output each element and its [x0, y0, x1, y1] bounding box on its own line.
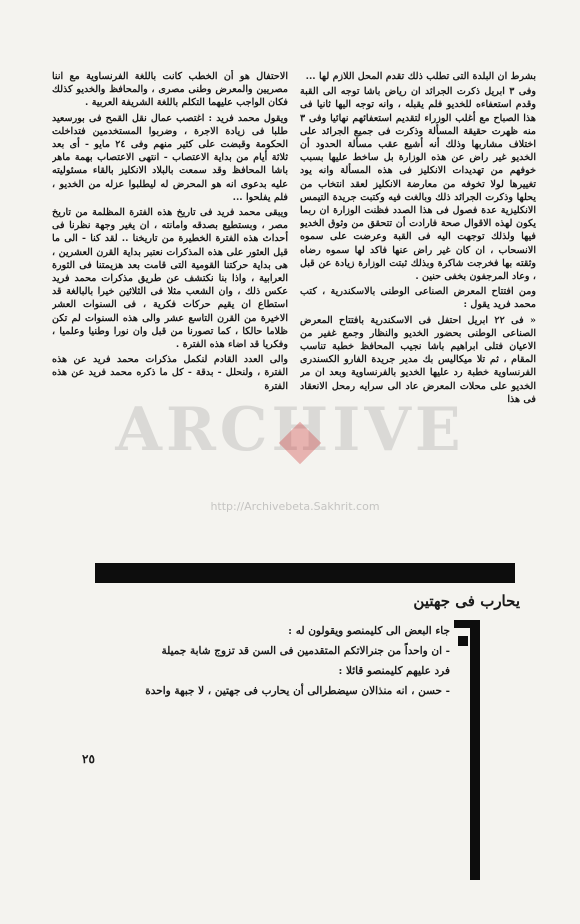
paragraph: « فى ٢٢ ابريل احتفل فى الاسكندرية بافتتاح المعرض الصناعى الوطنى بحضور الخديو والنظار وجمع غفير من الاعيان فتلى ابراهيم باشا نجيب المحافظ خطبة تناسب المقام ، ثم تلا ميكاليس بك مدير جريدة الفارو الكسندرى الفرنساوية خطبة رد عليها الخديو بالفرنساوية وبعد ان مر الخديو على محلات المعرض عاد الى سرايه رمحل الانعقاد فى هذا	[300, 314, 536, 405]
paragraph: والى العدد القادم لنكمل مذكرات محمد فريد عن هذه الفترة ، ولنحلل - بدقة - كل ما ذكره محمد فريد عن هذه الفترة	[52, 354, 288, 392]
anecdote-box	[80, 624, 450, 704]
watermark-url: http://Archivebeta.Sakhrit.com	[210, 500, 380, 513]
story-line: جاء البعض الى كليمنصو ويقولون له :	[288, 625, 450, 637]
section-title: يحارب فى جهتين	[413, 592, 520, 610]
story-line: - ان واحداً من جنرالاتكم المتقدمين فى السن قد تزوج شابة جميلة	[161, 645, 450, 657]
paragraph: الاحتفال هو أن الخطب كانت باللغة الفرنساوية مع اننا مصريين والمعرض وطنى مصرى ، والمحافظ والخديو كذلك فكان الواجب عليهما التكلم باللغة الشريفة العربية .	[52, 71, 288, 109]
paragraph: ومن افتتاح المعرض الصناعى الوطنى بالاسكندرية ، كتب محمد فريد يقول :	[300, 286, 536, 311]
box-frame-side	[470, 620, 480, 880]
article-column-left	[52, 70, 288, 548]
watermark-logo: ARCHIVE	[115, 395, 465, 465]
paragraph: بشرط ان البلدة التى تطلب ذلك تقدم المحل اللازم لها ...	[305, 71, 536, 82]
story-line: فرد عليهم كليمنصو قائلا :	[338, 665, 450, 677]
story-line: - حسن ، انه منذالان سيضطرالى أن يحارب فى جهتين ، لا جبهة واحدة	[145, 685, 450, 697]
section-divider-bar	[95, 563, 515, 583]
paragraph: وفى ٣ ابريل ذكرت الجرائد ان رياض باشا توجه الى القبة وقدم استعفاءه للخديو فلم يقبله ، وانه توجه اليها ثانيا فى هذا الصباح مع أغلب الوزراء لتقديم استعفائهم نهائيا وفى ٣ منه ظهرت حقيقة المسألة وذكرت فى جميع الجرائد على اختلاف مشاربها وذلك أنه أشيع عقب مسألة الحدود أن الخديو غير راض عن هذه الوزارة بل ساخط عليها بسبب خوفهم من تهديدات الانكليز فى هذه المسألة وانه يود تغييرها لولا تخوفه من معارضة الانكليز لعقد انتخاب من يحلها وذكرت الجرائد ذلك وبالغت فيه وكتبت جريدة التيمس الانكليزية عدة فصول فى هذا الصدد فظنت الوزارة ان ربما يكون لهذه الاقوال صحة فارادت أن تتحقق من وثوق الخديو فيها ولذلك توجهت اليه فى القبة وعرضت على سموه الانسحاب ، ان كان غير راض عنها فاكد لها سموه رضاه وثقته بها فخرجت شاكرة وبذلك ثبتت الوزارة زيادة عن قبل ، وعاد المرجفون بخفى حنين .	[300, 86, 536, 283]
article-column-right	[300, 70, 536, 548]
box-frame-notch	[458, 636, 468, 646]
page-number: ٢٥	[82, 752, 95, 766]
paragraph: ويقول محمد فريد : اغتصب عمال نقل القمح فى بورسعيد طلبا فى زيادة الاجرة ، وضربوا المستخدمين فتداخلت الحكومة وقبضت على كثير منهم وفى ٢٤ مايو - أى بعد ثلاثة أيام من بداية الاعتصاب - انتهى الاعتصاب بهمة ماهر باشا المحافظ وقد سمعت بالبلاد الانكليز بالقاء مسئوليته عليه بدعوى انه هو المحرض له ليطلبوا عزله من الخديو ، فلم يفلحوا ...	[52, 112, 288, 203]
paragraph: ويبقى محمد فريد فى تاريخ هذه الفترة المظلمة من تاريخ مصر ، وبستطيع بصدقه وامانته ، ان يغير وجهة نظرنا فى أحداث هذه الفترة الخطيرة من تاريخنا .. لقد كنا - الى ما قبل العثور على هذه المذكرات نعتبر بداية القرن العشرين ، هى بداية حركتنا القومية التى قامت بعد هزيمتنا فى الثورة العرابية ، واذا بنا نكتشف عن طريق مذكرات محمد فريد عكس ذلك ، وان الشعب مثلا فى الثلاثين خيرا بالبالغة قد استطاع ان يقيم حركات فكرية ، فى السنوات العشر الاخيرة من القرن التاسع عشر والى هذه السنوات لم تكن ظلاما حالكا ، كما تصورنا من قبل وان نورا وطنيا وعلميا ، وفكريا قد اضاء هذه الفترة .	[52, 207, 288, 351]
